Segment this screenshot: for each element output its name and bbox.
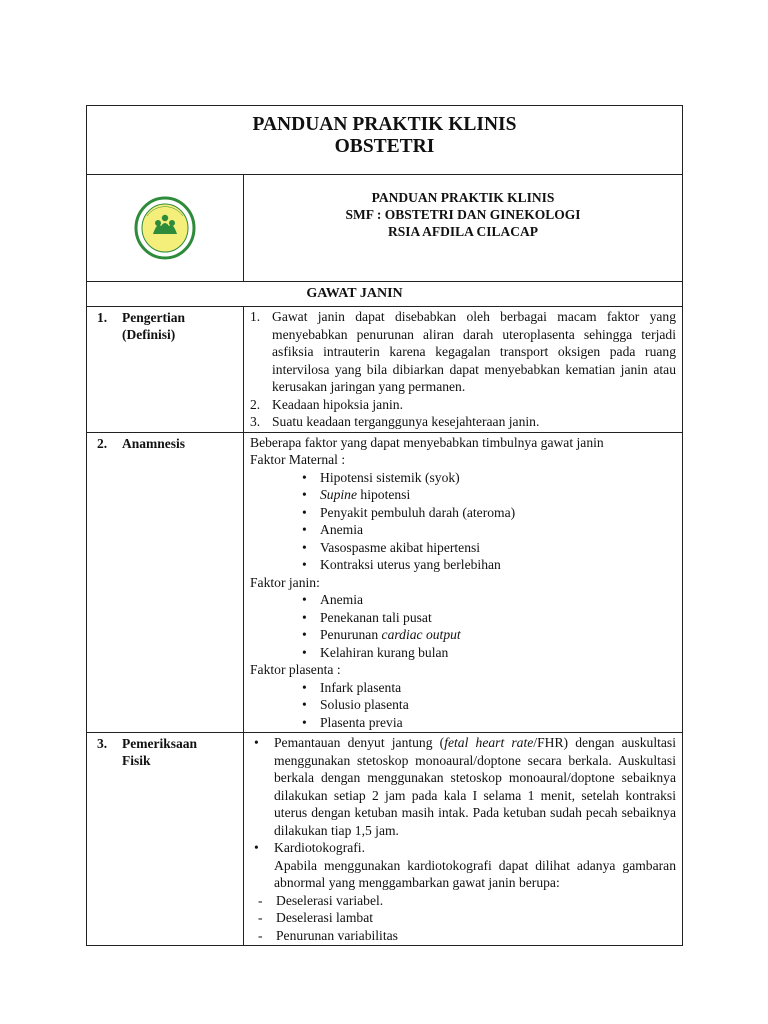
label-pengertian [87,307,244,433]
list-item: • Solusio plasenta [302,696,676,714]
title-line-2: OBSTETRI [334,136,435,157]
clinical-guideline-page [86,105,682,946]
ctg-title: • Kardiotokografi. [274,840,365,855]
maternal-list [250,469,676,574]
hospital-info [244,175,683,282]
list-item: • Kontraksi uterus yang berlebihan [302,556,676,574]
list-item: - Penurunan variabilitas [250,927,676,945]
list-item: • Supine hipotensi [302,486,676,504]
exam-list [250,734,676,892]
guideline-table [86,105,683,946]
title-row [87,106,683,175]
ctg-findings-list [250,892,676,945]
hospital-line-3: RSIA AFDILA CILACAP [387,224,539,239]
hospital-row [87,175,683,282]
content-pemeriksaan [244,733,683,946]
exam-item-fhr: • Pemantauan denyut jantung (fetal heart rate/FHR) dengan auskultasi menggunakan stetoskop monoaural/doptone secara berkala. Auskultasi berkala dengan menggunakan stetoskop monoaural/doptone sebaiknya dilakukan setiap 2 jam pada kala I selama 1 menit, setelah kontraksi uterus dengan ketuban masih intak. Pada ketuban sudah pecah sebaiknya dilakukan tiap 1,5 jam. [250,734,676,839]
label-text: Anamnesis [122,435,186,451]
ctg-text: Apabila menggunakan kardiotokografi dapat dilihat adanya gambaran abnormal yang menggambarkan gawat janin berupa: [274,857,676,890]
list-item: • Anemia [302,591,676,609]
list-item: • Penekanan tali pusat [302,609,676,627]
list-item: • Hipotensi sistemik (syok) [302,469,676,487]
hospital-line-1: PANDUAN PRAKTIK KLINIS [371,190,555,205]
list-item: - Deselerasi variabel. [250,892,676,910]
document-title [87,106,683,175]
row-number: 2. [97,435,108,451]
plasenta-heading: Faktor plasenta : [250,662,341,677]
row-pengertian [87,307,683,433]
label-pemeriksaan [87,733,244,946]
list-item: • Kelahiran kurang bulan [302,644,676,662]
list-item: • Penyakit pembuluh darah (ateroma) [302,504,676,522]
list-item: • Plasenta previa [302,714,676,732]
list-item: • Infark plasenta [302,679,676,697]
label-anamnesis [87,432,244,733]
exam-item-ctg [250,839,676,892]
anamnesis-intro: Beberapa faktor yang dapat menyebabkan timbulnya gawat janin [250,434,604,450]
list-item: • Penurunan cardiac output [302,626,676,644]
maternal-heading: Faktor Maternal : [250,452,346,467]
definition-item: 2. Keadaan hipoksia janin. [250,396,403,412]
section-title-row [87,282,683,307]
label-line-2: Fisik [122,753,151,768]
definition-item: 1. Gawat janin dapat disebabkan oleh berbagai macam faktor yang menyebabkan penurunan aliran darah uteroplasenta sehingga terjadi asfiksia intrauterin karena kegagalan transport oksigen pada ruang intervilosa yang bila dibiarkan dapat menyebabkan kematian janin atau kerusakan jaringan yang permanen. [250,309,676,394]
list-item: - Deselerasi lambat [250,909,676,927]
row-number: 1. [97,310,108,325]
hospital-line-2: SMF : OBSTETRI DAN GINEKOLOGI [345,207,581,222]
row-pemeriksaan [87,733,683,946]
list-item: • Anemia [302,521,676,539]
definition-item: 3. Suatu keadaan terganggunya kesejahteraan janin. [250,414,540,429]
logo-cell [87,175,244,282]
content-anamnesis [244,432,683,733]
hospital-logo [133,196,197,260]
janin-heading: Faktor janin: [250,574,320,590]
janin-list [250,591,676,661]
label-line-1: Pemeriksaan [122,736,197,751]
definition-list [250,308,676,431]
section-title: GAWAT JANIN [87,282,683,307]
row-number: 3. [97,736,108,751]
label-line-2: (Definisi) [122,327,176,342]
title-line-1: PANDUAN PRAKTIK KLINIS [252,114,517,135]
row-anamnesis [87,432,683,733]
list-item: • Vasospasme akibat hipertensi [302,539,676,557]
label-line-1: Pengertian [122,310,185,325]
plasenta-list [250,679,676,732]
content-pengertian [244,307,683,433]
